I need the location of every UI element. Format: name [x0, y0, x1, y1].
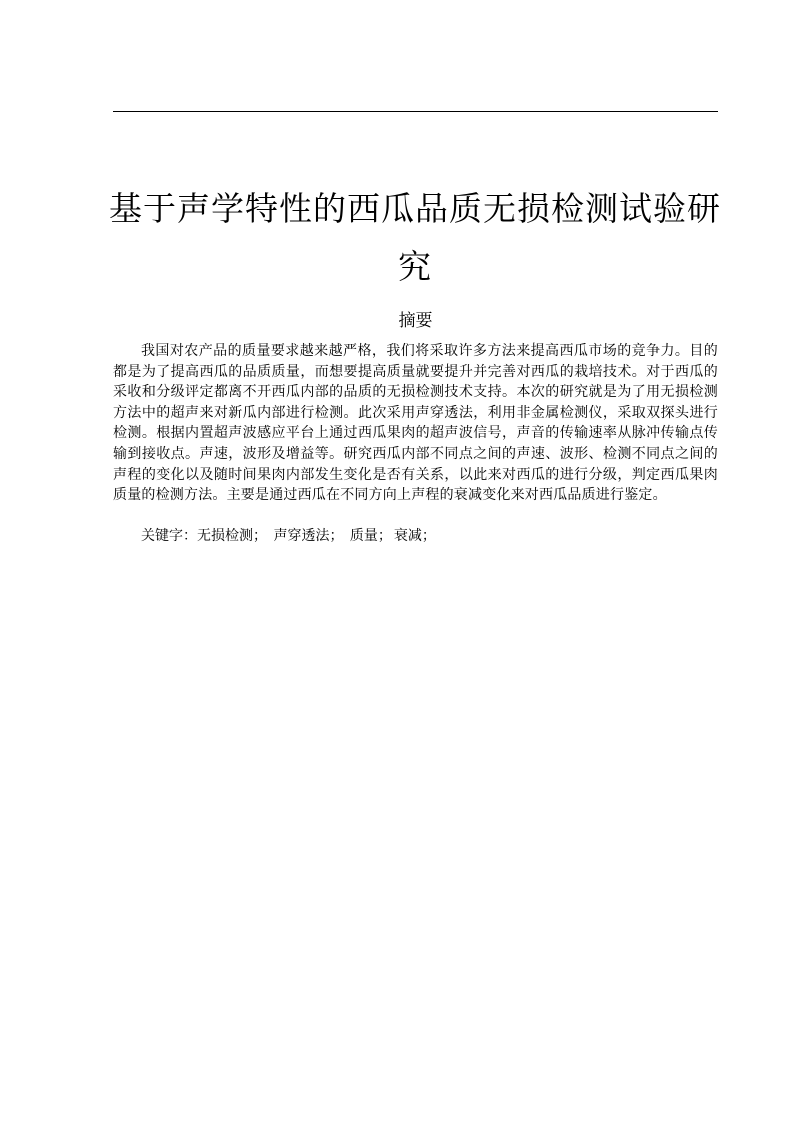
abstract-body: 我国对农产品的质量要求越来越严格，我们将采取许多方法来提高西瓜市场的竞争力。目的都是为了提高西瓜的品质质量，而想要提高质量就要提升并完善对西瓜的栽培技术。对于西瓜的采收和分级评定都离不开西瓜内部的品质的无损检测技术支持。本次的研究就是为了用无损检测方法中的超声来对新瓜内部进行检测。此次采用声穿透法，利用非金属检测仪，采取双探头进行检测。根据内置超声波感应平台上通过西瓜果肉的超声波信号，声音的传输速率从脉冲传输点传输到接收点。声速，波形及增益等。研究西瓜内部不同点之间的声速、波形、检测不同点之间的声程的变化以及随时间果肉内部发生变化是否有关系，以此来对西瓜的进行分级，判定西瓜果肉质量的检测方法。主要是通过西瓜在不同方向上声程的衰减变化来对西瓜品质进行鉴定。 [113, 343, 718, 504]
keywords-label: 关键字： [141, 528, 197, 544]
paper-title: 基于声学特性的西瓜品质无损检测试验研究 [109, 189, 721, 286]
keyword-item: 质量； [349, 528, 392, 544]
keywords-line [113, 526, 718, 547]
keyword-item: 衰减； [393, 528, 436, 544]
keyword-item: 声穿透法； [273, 528, 344, 544]
abstract-heading: 摘要 [398, 311, 433, 331]
keyword-item: 无损检测； [197, 528, 267, 544]
header-rule [113, 111, 718, 112]
